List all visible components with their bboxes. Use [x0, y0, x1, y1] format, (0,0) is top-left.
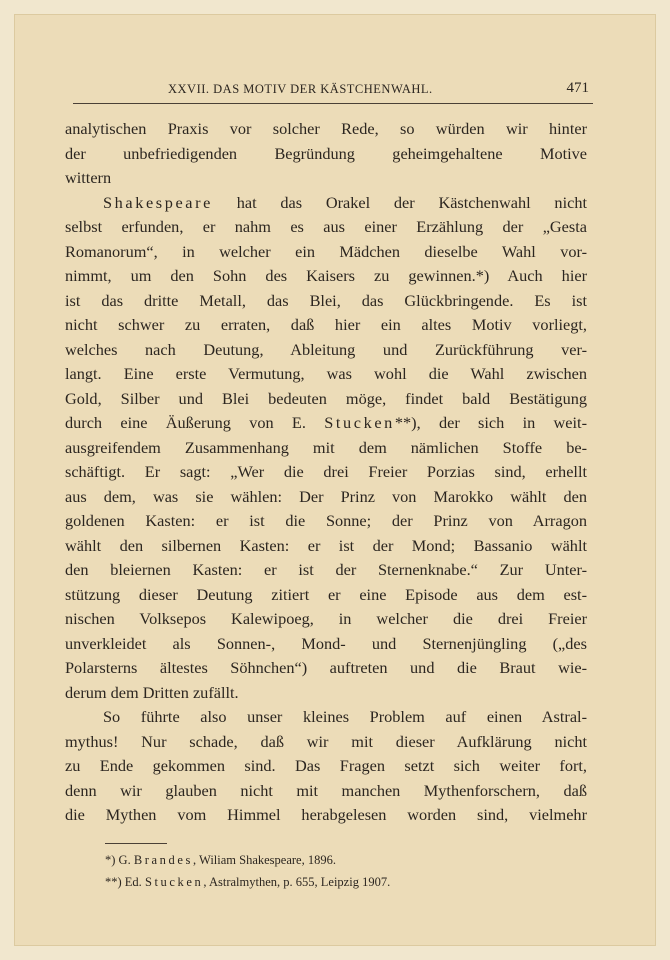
author-name-spaced: Brandes — [133, 853, 193, 867]
footnote: **) Ed. Stucken, Astralmythen, p. 655, Leipzig 1907. — [105, 875, 391, 889]
text-line: wählt den silbernen Kasten: er ist der Mond; Bassanio wählt — [65, 535, 587, 555]
text-line: Shakespeare hat das Orakel der Kästchenwahl nicht — [103, 192, 587, 212]
book-page — [14, 14, 656, 946]
text-line: nischen Volksepos Kalewipoeg, in welcher die drei Freier — [65, 609, 587, 628]
text-line: die Mythen vom Himmel herabgelesen worden sind, vielmehr — [65, 805, 587, 824]
text-line: schäftigt. Er sagt: „Wer die drei Freier Porzias sind, erhellt — [65, 462, 587, 481]
text-line: ist das dritte Metall, das Blei, das Glückbringende. Es ist — [65, 290, 587, 310]
text-line: zu Ende gekommen sind. Das Fragen setzt sich weiter fort, — [65, 756, 587, 775]
page-number: 471 — [566, 80, 589, 96]
text-line: So führte also unser kleines Problem auf einen Astral- — [103, 707, 587, 726]
text-line: langt. Eine erste Vermutung, was wohl die Wahl zwischen — [65, 364, 587, 383]
text-line: Romanorum“, in welcher ein Mädchen dieselbe Wahl vor- — [65, 241, 587, 261]
text-line: durch eine Äußerung von E. Stucken**), der sich in weit- — [65, 413, 587, 432]
running-head — [73, 73, 593, 104]
footnote-divider — [105, 843, 167, 844]
footnote: *) G. Brandes, Wiliam Shakespeare, 1896. — [105, 853, 336, 867]
text-line: aus dem, was sie wählen: Der Prinz von Marokko wählt den — [65, 486, 587, 506]
text-line: nicht schwer zu erraten, daß hier ein altes Motiv vorliegt, — [65, 315, 587, 334]
body-text — [65, 117, 587, 828]
text-line: stützung dieser Deutung zitiert er eine Episode aus dem est- — [65, 584, 587, 604]
text-line: welches nach Deutung, Ableitung und Zurückführung ver- — [65, 339, 587, 359]
text-line: wittern — [65, 168, 112, 187]
author-name-spaced: Stucken — [324, 413, 395, 432]
text-line: den bleiernen Kasten: er ist der Sternenknabe.“ Zur Unter- — [65, 560, 587, 579]
text-line: ausgreifendem Zusammenhang mit dem nämlichen Stoffe be- — [65, 437, 587, 457]
text-line: unverkleidet als Sonnen-, Mond- und Sternenjüngling („des — [65, 633, 587, 653]
text-line: mythus! Nur schade, daß wir mit dieser Aufklärung nicht — [65, 731, 587, 751]
text-line: derum dem Dritten zufällt. — [65, 682, 239, 702]
text-line: Polarsterns ältestes Söhnchen“) auftreten und die Braut wie- — [65, 658, 587, 677]
text-line: analytischen Praxis vor solcher Rede, so würden wir hinter — [65, 119, 587, 138]
author-name-spaced: Shakespeare — [103, 192, 213, 212]
text-line: Gold, Silber und Blei bedeuten möge, findet bald Bestätigung — [65, 388, 587, 408]
text-line: denn wir glauben nicht mit manchen Mythenforschern, daß — [65, 780, 587, 800]
text-line: nimmt, um den Sohn des Kaisers zu gewinnen.*) Auch hier — [65, 266, 587, 285]
text-line: goldenen Kasten: er ist die Sonne; der Prinz von Arragon — [65, 511, 587, 530]
text-line: selbst erfunden, er nahm es aus einer Erzählung der „Gesta — [65, 217, 587, 236]
footnotes — [105, 849, 585, 893]
author-name-spaced: Stucken — [144, 875, 204, 889]
chapter-title: XXVII. DAS MOTIV DER KÄSTCHENWAHL. — [168, 82, 433, 96]
text-line: der unbefriedigenden Begründung geheimgehaltene Motive — [65, 143, 587, 163]
